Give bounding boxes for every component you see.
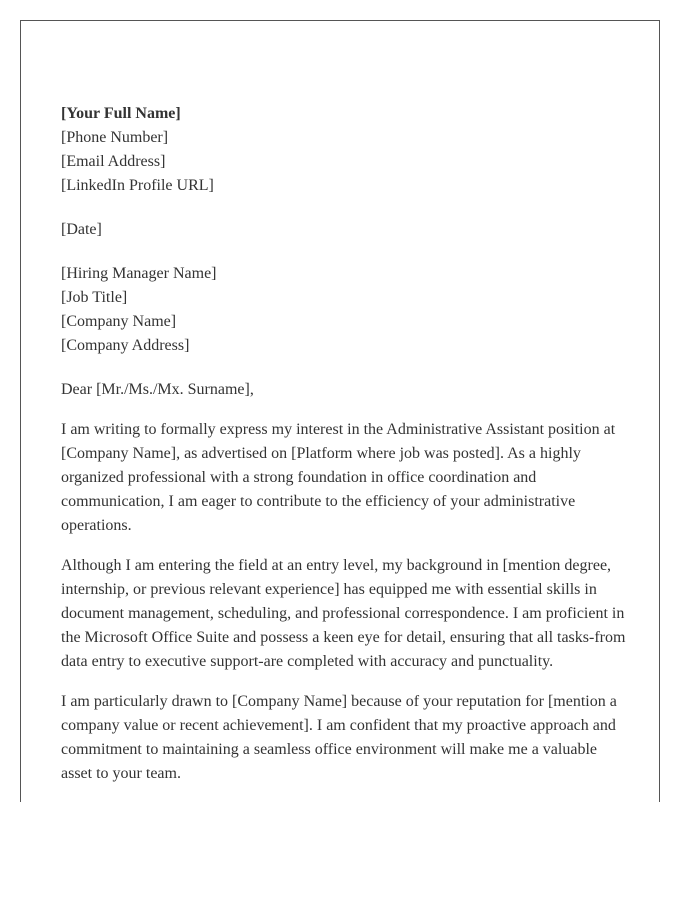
letter-page — [20, 20, 660, 802]
recipient-job-title: [Job Title] — [61, 289, 128, 306]
recipient-address: [Company Address] — [61, 337, 190, 354]
salutation: Dear [Mr./Ms./Mx. Surname], — [61, 381, 254, 398]
letter-date: [Date] — [61, 221, 102, 238]
date-block — [61, 218, 627, 242]
body-paragraph-2: Although I am entering the field at an entry level, my background in [mention degree, internship, or previous relevant experience] has equipped me with essential skills in document management, scheduling, and professional correspondence. I am proficient in the Microsoft Office Suite and possess a keen eye for detail, ensuring that all tasks-from data entry to executive support-are completed with accuracy and punctuality. — [61, 557, 626, 670]
recipient-block — [61, 262, 627, 358]
sender-block — [61, 102, 627, 198]
recipient-manager: [Hiring Manager Name] — [61, 265, 217, 282]
sender-linkedin: [LinkedIn Profile URL] — [61, 177, 214, 194]
sender-name: [Your Full Name] — [61, 105, 181, 122]
letter-content — [61, 102, 627, 802]
sender-email: [Email Address] — [61, 153, 166, 170]
recipient-company: [Company Name] — [61, 313, 177, 330]
body-paragraph-1: I am writing to formally express my interest in the Administrative Assistant position at [Company Name], as advertised on [Platform where job was posted]. As a highly organized professional with a strong foundation in office coordination and communication, I am eager to contribute to the efficiency of your administrative operations. — [61, 421, 616, 534]
sender-phone: [Phone Number] — [61, 129, 169, 146]
body-paragraph-3: I am particularly drawn to [Company Name] because of your reputation for [mention a company value or recent achievement]. I am confident that my proactive approach and commitment to maintaining a seamless office environment will make me a valuable asset to your team. — [61, 693, 617, 782]
